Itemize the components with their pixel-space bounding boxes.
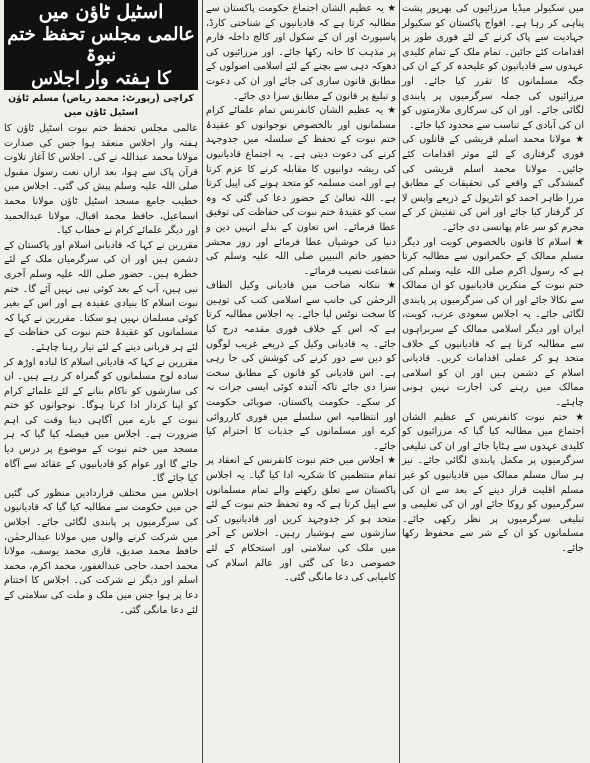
left-paragraph-1: عالمی مجلس تحفظ ختم نبوت اسٹیل ٹاؤن کا ہفتہ وار اجلاس منعقد ہوا جس کی صدارت مولانا محمد عبداللہ نے کی۔ اجلاس کا آغاز تلاوت قرآن پاک سے ہوا، بعد ازاں نعت رسول مقبول صلی اللہ علیہ وسلم پیش کی گئی۔ اجلاس میں خطیب جامع مسجد اسٹیل ٹاؤن مولانا محمد اسماعیل، حافظ محمد اقبال، مولانا عبدالحمید اور دیگر علمائے کرام نے خطاب کیا۔ [4, 123, 198, 237]
left-paragraph-3: مقررین نے کہا کہ قادیانی اسلام کا لبادہ اوڑھ کر سادہ لوح مسلمانوں کو گمراہ کر رہے ہیں۔ ان کی سازشوں کو ناکام بنانے کے لئے علمائے کرام کو اپنا کردار ادا کرنا ہوگا۔ نوجوانوں کو ختم نبوت کے بارے میں آگاہی دینا وقت کی اہم ضرورت ہے۔ اجلاس میں فیصلہ کیا گیا کہ ہر مسجد میں ختم نبوت کے موضوع پر درس دیا جائے گا اور عوام کو قادیانیوں کے عقائد سے آگاہ کیا جائے گا۔ [4, 356, 198, 485]
headline-box [4, 0, 198, 90]
right-paragraph-3: ★ اسلام کا قانون بالخصوص کویت اور دیگر مسلم ممالک کے حکمرانوں سے مطالبہ کرتا ہے کہ رسول اکرم صلی اللہ علیہ وسلم کی ختم نبوت کے منکرین قادیانیوں کو ان ممالک سے نکالا جائے اور ان کی سرگرمیوں پر پابندی لگائی جائے۔ یہ اجلاس سعودی عرب، کویت، ایران اور دیگر اسلامی ممالک کے سربراہوں سے مطالبہ کرتا ہے کہ قادیانیوں کے خلاف متحد ہو کر عملی اقدامات کریں۔ قادیانی اسلام کے دشمن ہیں اور ان کو اسلامی ممالک میں رہنے کی اجازت نہیں ہونی چاہئے۔ [402, 236, 584, 409]
headline-line-3: کا ہفتہ وار اجلاس [31, 68, 171, 90]
right-paragraph-2: ★ مولانا محمد اسلم قریشی کے قاتلوں کی فوری گرفتاری کے لئے موثر اقدامات کئے جائیں۔ مولانا محمد اسلم قریشی کی گمشدگی کے واقعے کی تحقیقات کے مطابق مرزا طاہر احمد کو انٹرپول کے ذریعے واپس لا کر گرفتار کیا جائے اور اس کی تفتیش کر کے مجرم کو سر عام پھانسی دی جائے۔ [402, 134, 584, 233]
middle-paragraph-1: ★ یہ عظیم الشان اجتماع حکومت پاکستان سے مطالبہ کرتا ہے کہ قادیانیوں کے شناختی کارڈ، پاسپورٹ اور ان کے سکول اور کالج داخلہ فارم پر مذہب کا خانہ رکھا جائے۔ اور مرزائیوں کی دھوکہ دہی سے بچنے کے لئے اسلامی اصولوں کے مطابق قانون سازی کی جائے اور ان کی دعوت و تبلیغ پر قانون کے مطابق سزا دی جائے۔ [206, 3, 396, 102]
left-paragraph-4: اجلاس میں مختلف قراردادیں منظور کی گئیں جن میں حکومت سے مطالبہ کیا گیا کہ قادیانیوں کی سرگرمیوں پر پابندی لگائی جائے۔ اجلاس میں شرکت کرنے والوں میں مولانا عبدالرحمٰن، حافظ محمد صدیق، قاری محمد یوسف، مولانا محمد احمد، حاجی عبدالغفور، محمد اکرم، محمد اسلم اور دیگر نے شرکت کی۔ اجلاس کا اختتام دعا پر ہوا جس میں ملک و ملت کی سلامتی کے لئے دعا مانگی گئی۔ [4, 487, 198, 616]
right-paragraph-4: ★ ختم نبوت کانفرنس کے عظیم الشان اجتماع میں مطالبہ کیا گیا کہ مرزائیوں کو کلیدی عہدوں سے ہٹایا جائے اور ان کی تبلیغی سرگرمیوں پر مکمل پابندی لگائی جائے۔ نیز ہر سال مسلم ممالک میں قادیانیوں کو غیر مسلم اقلیت قرار دینے کے بعد سے ان کی سرگرمیوں کو روکا جائے اور ان کی تعلیمی و تبلیغی سرگرمیوں پر نظر رکھی جائے۔ مسلمانوں کو ان کے شر سے محفوظ رکھا جائے۔ [402, 411, 584, 554]
column-divider [202, 0, 203, 763]
middle-paragraph-2: ★ یہ عظیم الشان کانفرنس تمام علمائے کرام مسلمانوں اور بالخصوص نوجوانوں کو عقیدۂ ختم نبوت کے تحفظ کے سلسلہ میں جدوجہد کرنے کی دعوت دیتی ہے۔ یہ اجتماع قادیانیوں کی ریشہ دوانیوں کا مقابلہ کرنے کا عزم کرتا ہے اور امت مسلمہ کو متحد ہونے کی اپیل کرتا ہے۔ اللہ تعالیٰ کے حضور دعا کی گئی کہ وہ سب کو عقیدۂ ختم نبوت کی حفاظت کی توفیق عطا فرمائے۔ اس تعاون کے بدلے انہیں دین و دنیا کی خوشیاں عطا فرمائے اور روز محشر حضور خاتم النبیین صلی اللہ علیہ وسلم کی شفاعت نصیب فرمائے۔ [206, 105, 396, 277]
column-middle [204, 0, 398, 763]
left-paragraph-2: مقررین نے کہا کہ قادیانی اسلام اور پاکستان کے دشمن ہیں اور ان کی سرگرمیاں ملک کے لئے خطرہ ہیں۔ حضور صلی اللہ علیہ وسلم آخری نبی ہیں، آپ کے بعد کوئی نبی نہیں آئے گا۔ ختم نبوت اسلام کا بنیادی عقیدہ ہے اور اس کے بغیر کوئی مسلمان نہیں ہو سکتا۔ مقررین نے کہا کہ مسلمانوں کو عقیدۂ ختم نبوت کی حفاظت کے لئے ہر قربانی دینے کے لئے تیار رہنا چاہئے۔ [4, 239, 198, 353]
headline-line-1: اسٹیل ٹاؤن میں [38, 0, 164, 23]
column-left [2, 0, 200, 763]
middle-paragraph-3: ★ ننکانہ صاحب میں قادیانی وکیل الطاف الرحمٰن کی جانب سے اسلامی کتب کی توہین کا سخت نوٹس لیا جائے۔ یہ اجلاس مطالبہ کرتا ہے کہ اس کے خلاف فوری مقدمہ درج کیا جائے۔ یہ قادیانی وکیل کے ذریعے غریب لوگوں کو دین سے دور کرنے کی کوشش کی جا رہی ہے۔ اس قادیانی کو قانون کے مطابق سخت سزا دی جائے تاکہ آئندہ کوئی ایسی جرات نہ کر سکے۔ حکومت پاکستان، صوبائی حکومت اور انتظامیہ اس سلسلے میں فوری کارروائی کرے اور مسلمانوں کے جذبات کا احترام کیا جائے۔ [206, 280, 396, 452]
column-right [400, 0, 586, 763]
column-divider [399, 0, 400, 763]
headline-line-2: عالمی مجلس تحفظ ختم نبوۃ [7, 24, 195, 67]
middle-paragraph-4: ★ اجلاس میں ختم نبوت کانفرنس کے انعقاد پر تمام منتظمین کا شکریہ ادا کیا گیا۔ یہ اجلاس پاکستان سے تعلق رکھنے والے تمام مسلمانوں سے اپیل کرتا ہے کہ وہ تحفظ ختم نبوت کے لئے متحد ہو کر جدوجہد کریں اور قادیانیوں کی سازشوں سے ہوشیار رہیں۔ اجلاس کے آخر میں ملک کی سلامتی اور استحکام کے لئے خصوصی دعا کی گئی اور عالم اسلام کی کامیابی کی دعا مانگی گئی۔ [206, 455, 396, 584]
right-paragraph-1: میں سکیولر میڈیا مرزائیوں کی بھرپور پشت پناہی کر رہا ہے۔ افواج پاکستان کو سکیولر جہادیت سے پاک کرنے کے لئے فوری طور پر اقدامات کئے جائیں۔ تمام ملک کے تمام کلیدی عہدوں سے قادیانیوں کو علیحدہ کر کے ان کی جگہ مسلمانوں کا تقرر کیا جائے۔ اور مرزائیوں کی جملہ سرگرمیوں پر پابندی لگائی جائے۔ اور ان کی سرکاری ملازمتوں کو ان کی آبادی کے تناسب سے محدود کیا جائے۔ [402, 3, 584, 131]
report-byline: کراچی (رپورٹ: محمد ریاض) مسلم ٹاؤن اسٹیل ٹاؤن میں [8, 93, 194, 118]
